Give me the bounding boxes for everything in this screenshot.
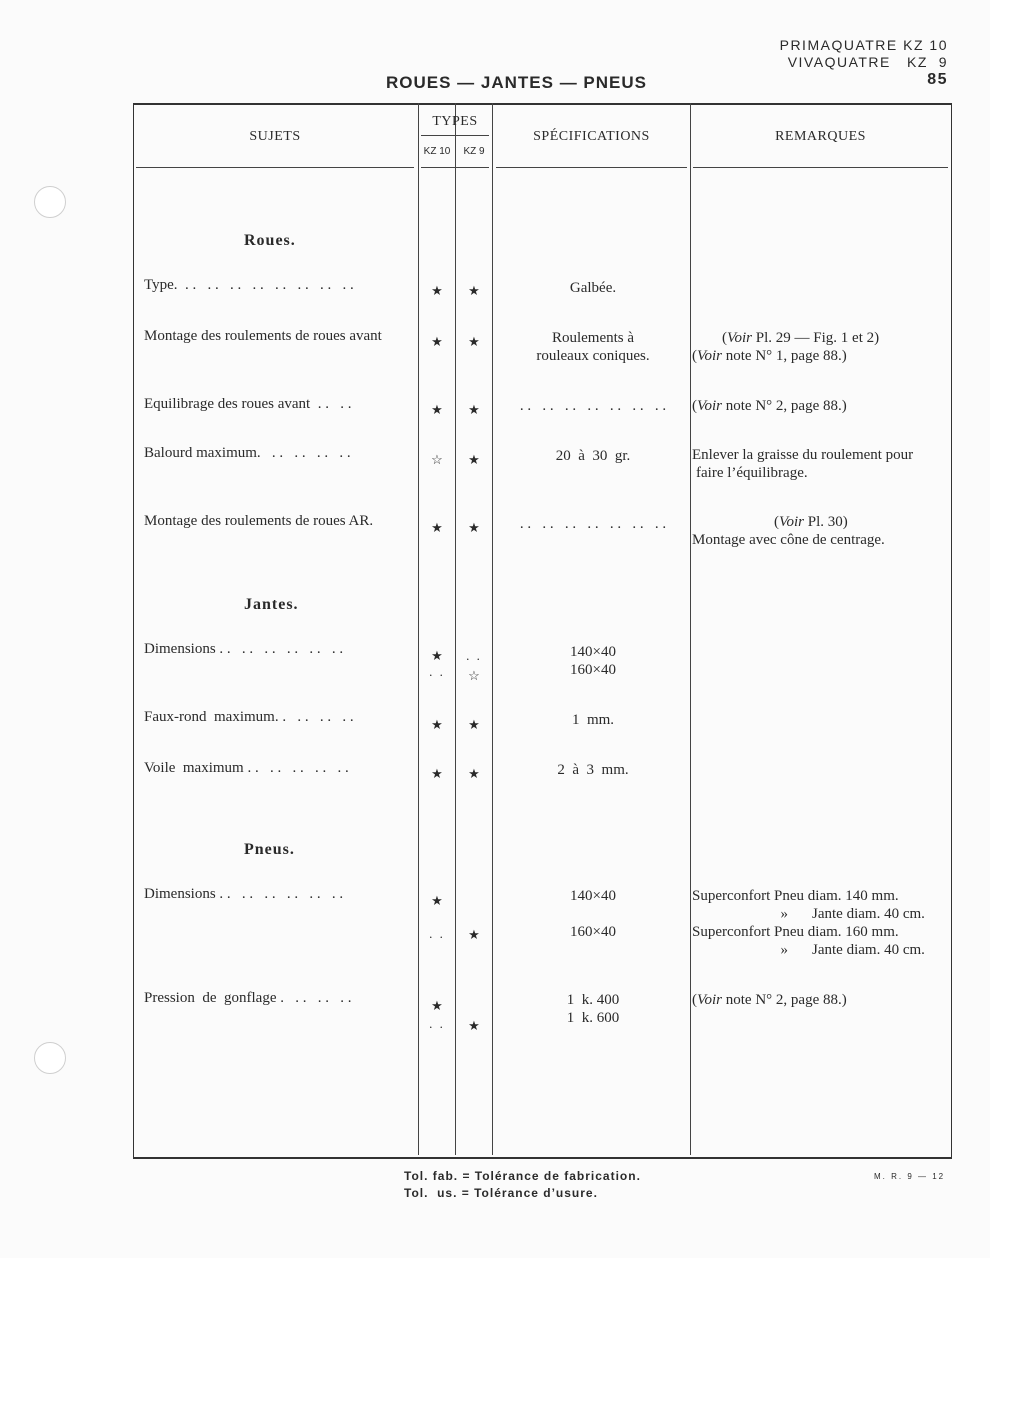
section-title-jantes: Jantes. — [244, 596, 299, 613]
remark-italic: Voir — [727, 330, 753, 346]
remark-line: faire l’équilibrage. — [696, 465, 808, 481]
ditto-mark: » — [780, 942, 788, 958]
spec-line: 1 k. 600 — [566, 1010, 620, 1026]
mark-kz10: ★ — [431, 520, 443, 535]
spec-voile: 2 à 3 mm. — [557, 762, 629, 778]
column-divider — [690, 103, 691, 1155]
header-specifications: SPÉCIFICATIONS — [533, 129, 650, 144]
legend-line: Tol. us. = Tolérance d’usure. — [404, 1186, 598, 1200]
subject-pneus-dimensions: Dimensions . . . . . . . . . . . . — [144, 886, 344, 902]
remark-montage-avant — [692, 329, 948, 365]
header-rule — [136, 167, 414, 168]
mark-kz10: ★ — [431, 893, 443, 908]
document-reference: M. R. 9 — 12 — [874, 1172, 946, 1181]
mark-kz9: ★ — [468, 1018, 480, 1033]
remark-montage-ar — [692, 513, 948, 549]
header-remarques: REMARQUES — [775, 129, 866, 144]
remark-pneus-dimensions — [692, 887, 948, 959]
mark-kz10: . . — [429, 664, 445, 679]
subject-montage-avant: Montage des roulements de roues avant — [144, 328, 382, 344]
subject-balourd: Balourd maximum. . . . . . . . . — [144, 445, 351, 461]
remark-line: (Voir Pl. 29 — Fig. 1 et 2) — [722, 330, 880, 346]
spec-line: 140×40 — [570, 888, 616, 904]
punch-hole-top — [34, 186, 66, 218]
remark-line — [692, 941, 948, 959]
ditto-mark: » — [780, 906, 788, 922]
mark-kz9: ★ — [468, 927, 480, 942]
spec-line: 160×40 — [570, 662, 616, 678]
subject-equilibrage: Equilibrage des roues avant . . . . — [144, 396, 352, 412]
remark-text: note N° 1, page 88.) — [722, 348, 847, 364]
spec-line: 160×40 — [570, 924, 616, 940]
types-rule — [421, 135, 489, 136]
remark-italic: Voir — [697, 348, 723, 364]
remark-text: Pl. 29 — Fig. 1 et 2) — [752, 330, 880, 346]
mark-kz10: ★ — [431, 334, 443, 349]
spec-faux-rond: 1 mm. — [571, 712, 615, 728]
remark-text: Jante diam. 40 cm. — [812, 906, 925, 922]
mark-kz10: ☆ — [431, 452, 443, 467]
header-rule — [421, 167, 489, 168]
column-divider — [455, 103, 456, 1155]
remark-text: note N° 2, page 88.) — [722, 398, 847, 414]
mark-kz9: ☆ — [468, 668, 480, 683]
subject-type: Type. . . . . . . . . . . . . . . . . — [144, 277, 354, 293]
mark-kz9: ★ — [468, 717, 480, 732]
legend-line: Tol. fab. = Tolérance de fabrication. — [404, 1169, 641, 1183]
header-rule — [693, 167, 948, 168]
page-title: ROUES — JANTES — PNEUS — [386, 73, 647, 92]
subject-voile: Voile maximum . . . . . . . . . . — [144, 760, 349, 776]
spec-balourd: 20 à 30 gr. — [555, 448, 631, 464]
remark-line: (Voir Pl. 30) — [774, 514, 848, 530]
spec-montage-avant — [498, 329, 688, 365]
remark-line: Superconfort Pneu diam. 160 mm. — [692, 924, 899, 940]
spec-montage-ar: . . . . . . . . . . . . . . — [519, 516, 667, 532]
remark-pression: (Voir note N° 2, page 88.) — [692, 992, 847, 1008]
remark-italic: Voir — [779, 514, 805, 530]
spec-type: Galbée. — [569, 280, 617, 296]
mark-kz9: ★ — [468, 766, 480, 781]
column-divider — [418, 103, 419, 1155]
spec-line: rouleaux coniques. — [536, 348, 650, 364]
remark-text: Jante diam. 40 cm. — [812, 942, 925, 958]
mark-kz9: ★ — [468, 402, 480, 417]
subject-pression: Pression de gonflage . . . . . . . — [144, 990, 352, 1006]
mark-kz9: ★ — [468, 520, 480, 535]
remark-italic: Voir — [697, 992, 723, 1008]
spec-pression — [498, 991, 688, 1027]
mark-kz9: ★ — [468, 334, 480, 349]
subject-jantes-dimensions: Dimensions . . . . . . . . . . . . — [144, 641, 344, 657]
section-title-roues: Roues. — [244, 232, 296, 249]
header-rule — [496, 167, 687, 168]
spec-line: 1 k. 400 — [566, 992, 620, 1008]
remark-text: Pl. 30) — [804, 514, 848, 530]
mark-kz10: ★ — [431, 717, 443, 732]
header-sujets: SUJETS — [249, 129, 301, 144]
mark-kz10: ★ — [431, 283, 443, 298]
remark-equilibrage: (Voir note N° 2, page 88.) — [692, 398, 847, 414]
mark-kz10: ★ — [431, 766, 443, 781]
header-kz9: KZ 9 — [463, 146, 485, 157]
subject-montage-ar: Montage des roulements de roues AR. — [144, 513, 374, 529]
mark-kz10: . . — [429, 926, 445, 941]
remark-balourd — [692, 446, 948, 482]
mark-kz10: ★ — [431, 648, 443, 663]
remark-italic: Voir — [697, 398, 723, 414]
model-line-1: PRIMAQUATRE KZ 10 — [779, 37, 948, 53]
tolerance-legend — [404, 1168, 641, 1202]
remark-line: Superconfort Pneu diam. 140 mm. — [692, 888, 899, 904]
mark-kz10: . . — [429, 1016, 445, 1031]
remark-line: Enlever la graisse du roulement pour — [692, 447, 914, 463]
spec-line: 140×40 — [570, 644, 616, 660]
remark-line: (Voir note N° 1, page 88.) — [692, 348, 847, 364]
page-number: 85 — [927, 71, 948, 88]
header-types: TYPES — [432, 114, 478, 129]
model-header — [700, 37, 948, 88]
remark-line: Montage avec cône de centrage. — [692, 532, 885, 548]
mark-kz10: ★ — [431, 402, 443, 417]
mark-kz9: ★ — [468, 452, 480, 467]
spec-pneus-dimensions — [498, 887, 688, 941]
mark-kz9: . . — [466, 648, 482, 663]
punch-hole-bottom — [34, 1042, 66, 1074]
spec-jantes-dimensions — [498, 643, 688, 679]
remark-text: note N° 2, page 88.) — [722, 992, 847, 1008]
spec-equilibrage: . . . . . . . . . . . . . . — [519, 398, 667, 414]
header-kz10: KZ 10 — [423, 146, 451, 157]
spec-line: Roulements à — [551, 330, 635, 346]
subject-faux-rond: Faux-rond maximum. . . . . . . . — [144, 709, 354, 725]
mark-kz9: ★ — [468, 283, 480, 298]
mark-kz10: ★ — [431, 998, 443, 1013]
section-title-pneus: Pneus. — [244, 841, 295, 858]
model-line-2: VIVAQUATRE KZ 9 — [787, 54, 948, 70]
column-divider — [492, 103, 493, 1155]
remark-line — [692, 905, 948, 923]
